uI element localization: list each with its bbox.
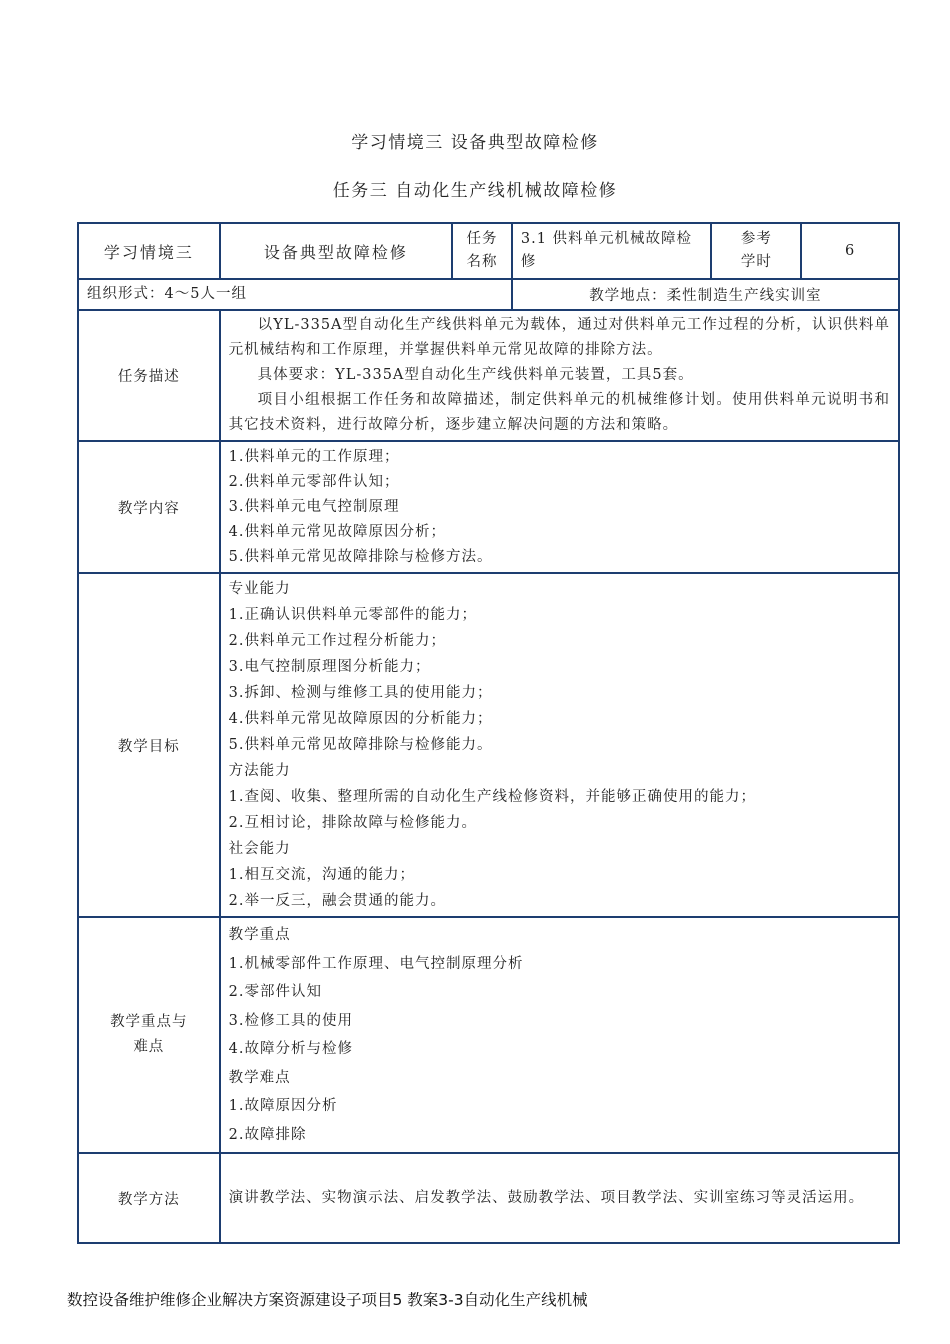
list-item: 1.机械零部件工作原理、电气控制原理分析 xyxy=(228,955,524,972)
teaching-goals-label: 教学目标 xyxy=(78,573,220,917)
context-label: 学习情境三 xyxy=(78,223,220,279)
document-footer: 数控设备维护维修企业解决方案资源建设子项目5 教案3-3自动化生产线机械 xyxy=(67,1291,588,1309)
list-item: 2.供料单元零部件认知； xyxy=(228,473,400,490)
context-value: 设备典型故障检修 xyxy=(220,223,452,279)
task-description-row xyxy=(78,310,899,441)
list-item: 2.供料单元工作过程分析能力； xyxy=(228,633,446,649)
teaching-content-row xyxy=(78,441,899,573)
list-item: 2.故障排除 xyxy=(228,1126,307,1143)
key-points-label: 教学重点与 难点 xyxy=(78,917,220,1153)
list-item: 1.查阅、收集、整理所需的自动化生产线检修资料，并能够正确使用的能力； xyxy=(228,789,756,805)
organization-form: 组织形式：4～5人一组 xyxy=(78,279,512,310)
task-description-content xyxy=(220,310,899,441)
key-points-row xyxy=(78,917,899,1153)
list-item: 2.互相讨论，排除故障与检修能力。 xyxy=(228,815,477,831)
list-item: 1.故障原因分析 xyxy=(228,1098,338,1114)
teaching-methods-label: 教学方法 xyxy=(78,1153,220,1243)
goal-category: 专业能力 xyxy=(228,581,291,597)
goal-category: 方法能力 xyxy=(228,763,291,779)
page-subheading: 任务三 自动化生产线机械故障检修 xyxy=(332,181,618,201)
organization-row xyxy=(78,279,899,310)
key-points-list xyxy=(220,917,899,1153)
list-item: 1.正确认识供料单元零部件的能力； xyxy=(228,607,477,623)
task-description-paragraph: 具体要求：YL-335A型自动化生产线供料单元装置，工具5套。 xyxy=(257,367,694,383)
teaching-goals-list xyxy=(220,573,899,917)
task-description-label: 任务描述 xyxy=(78,310,220,441)
teaching-methods-text: 演讲教学法、实物演示法、启发教学法、鼓励教学法、项目教学法、实训室练习等灵活运用。 xyxy=(220,1153,899,1243)
teaching-content-list xyxy=(220,441,899,573)
list-item: 5.供料单元常见故障排除与检修方法。 xyxy=(228,548,493,565)
key-points-category: 教学难点 xyxy=(228,1069,291,1086)
list-item: 5.供料单元常见故障排除与检修能力。 xyxy=(228,737,493,753)
task-name-value: 3.1 供料单元机械故障检修 xyxy=(512,223,712,279)
goal-category: 社会能力 xyxy=(228,841,291,857)
list-item: 3.拆卸、检测与维修工具的使用能力； xyxy=(228,685,493,701)
list-item: 3.检修工具的使用 xyxy=(228,1012,353,1029)
key-points-category: 教学重点 xyxy=(228,927,291,943)
list-item: 4.故障分析与检修 xyxy=(228,1041,353,1057)
list-item: 3.电气控制原理图分析能力； xyxy=(228,659,431,675)
list-item: 2.零部件认知 xyxy=(228,984,322,1000)
list-item: 1.供料单元的工作原理； xyxy=(228,448,400,465)
teaching-content-label: 教学内容 xyxy=(78,441,220,573)
list-item: 2.举一反三，融会贯通的能力。 xyxy=(228,893,446,909)
teaching-methods-row xyxy=(78,1153,899,1243)
list-item: 4.供料单元常见故障原因的分析能力； xyxy=(228,711,493,727)
list-item: 3.供料单元电气控制原理 xyxy=(228,498,400,515)
header-row xyxy=(78,223,899,279)
list-item: 1.相互交流，沟通的能力； xyxy=(228,867,415,883)
teaching-location: 教学地点：柔性制造生产线实训室 xyxy=(512,279,899,310)
task-name-label: 任务 名称 xyxy=(452,223,512,279)
hours-value: 6 xyxy=(801,223,899,279)
page-heading: 学习情境三 设备典型故障检修 xyxy=(351,133,599,153)
hours-label: 参考 学时 xyxy=(711,223,801,279)
teaching-goals-row xyxy=(78,573,899,917)
list-item: 4.供料单元常见故障原因分析； xyxy=(228,523,446,540)
task-description-paragraph: 以YL-335A型自动化生产线供料单元为载体，通过对供料单元工作过程的分析，认识供料单元机械结构和工作原理，并掌握供料单元常见故障的排除方法。 xyxy=(228,317,890,358)
lesson-plan-table xyxy=(77,222,900,1244)
task-description-paragraph: 项目小组根据工作任务和故障描述，制定供料单元的机械维修计划。使用供料单元说明书和其它技术资料，进行故障分析，逐步建立解决问题的方法和策略。 xyxy=(228,392,890,433)
